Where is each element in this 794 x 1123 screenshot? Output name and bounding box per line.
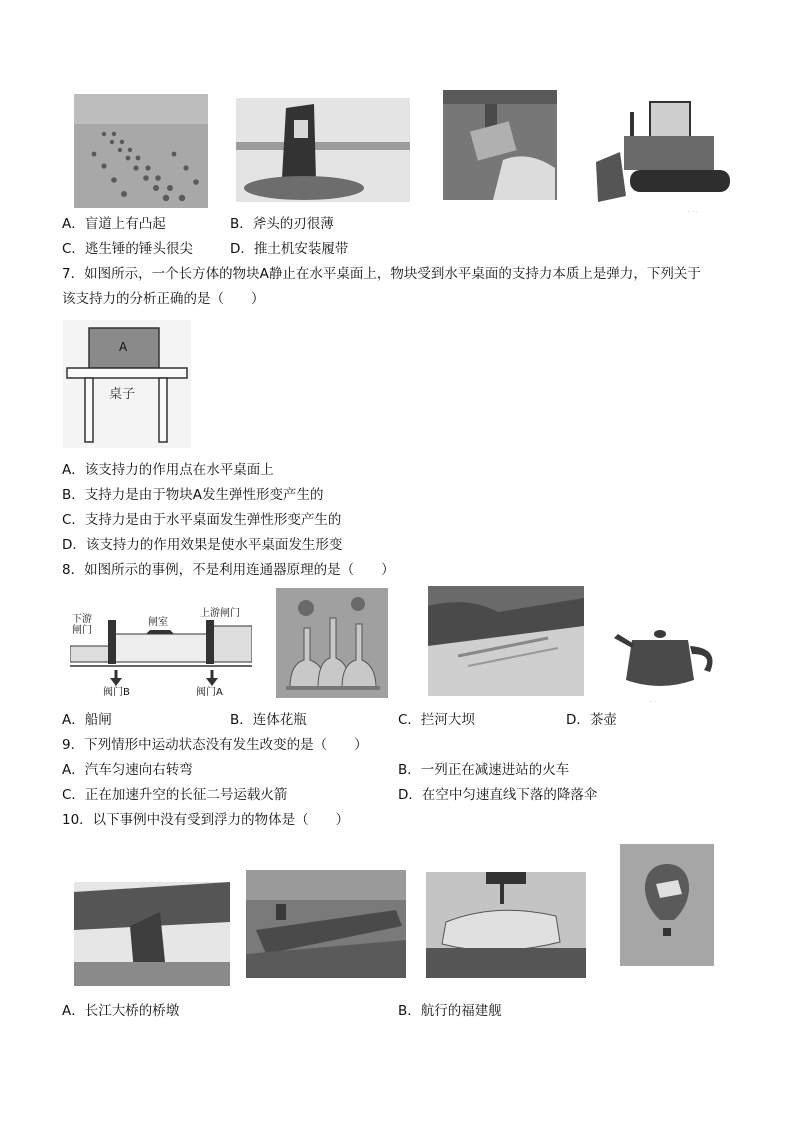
q9-option-a: A．汽车匀速向右转弯 xyxy=(62,762,193,778)
q6-option-a: A．盲道上有凸起 xyxy=(62,216,166,232)
q7-stem-line1: 7．如图所示，一个长方体的物块A静止在水平桌面上，物块受到水平桌面的支持力本质上是弹力，下列关于 xyxy=(62,266,701,282)
q8-option-c: C．拦河大坝 xyxy=(398,712,475,728)
table-label: 桌子 xyxy=(109,387,136,402)
hot-air-balloon-photo xyxy=(620,844,714,966)
bulldozer-photo xyxy=(590,92,732,214)
q8-option-d: D．茶壶 xyxy=(566,712,617,728)
q9-option-b: B．一列正在减速进站的火车 xyxy=(398,762,570,778)
q6-option-b: B．斧头的刃很薄 xyxy=(230,216,334,232)
svg-text:· ·: · · xyxy=(650,699,656,706)
q7-option-b: B．支持力是由于物块A发生弹性形变产生的 xyxy=(62,487,324,503)
q10-option-a: A．长江大桥的桥墩 xyxy=(62,1003,180,1019)
q9-stem: 9．下列情形中运动状态没有发生改变的是（ ） xyxy=(62,737,368,753)
fujian-carrier-photo xyxy=(246,870,406,978)
label-downstream-gate: 下游 闸门 xyxy=(72,614,92,636)
q7-option-d: D．该支持力的作用效果是使水平桌面发生形变 xyxy=(62,537,343,553)
label-valve-b: 阀门B xyxy=(103,687,130,698)
label-valve-a: 阀门A xyxy=(196,687,223,698)
q9-option-c: C．正在加速升空的长征二号运载火箭 xyxy=(62,787,288,803)
label-lock-chamber: 闸室 xyxy=(148,617,168,628)
q8-stem: 8．如图所示的事例，不是利用连通器原理的是（ ） xyxy=(62,562,395,578)
escape-hammer-photo xyxy=(443,90,557,200)
q7-option-a: A．该支持力的作用点在水平桌面上 xyxy=(62,462,274,478)
connected-vases-photo xyxy=(276,588,388,698)
q6-option-d: D．推土机安装履带 xyxy=(230,241,349,257)
q8-option-a: A．船闸 xyxy=(62,712,112,728)
q8-option-b: B．连体花瓶 xyxy=(230,712,307,728)
svg-text:. . .: . . . xyxy=(688,207,698,214)
blind-road-photo xyxy=(74,94,208,208)
q9-option-d: D．在空中匀速直线下落的降落伞 xyxy=(398,787,598,803)
river-dam-photo xyxy=(428,586,584,696)
bridge-pier-photo xyxy=(74,882,230,986)
label-upstream-gate: 上游闸门 xyxy=(200,608,240,619)
block-label: A xyxy=(119,340,128,354)
q7-option-c: C．支持力是由于水平桌面发生弹性形变产生的 xyxy=(62,512,342,528)
q7-stem-line2: 该支持力的分析正确的是（ ） xyxy=(62,291,265,307)
q10-option-b: B．航行的福建舰 xyxy=(398,1003,502,1019)
axe-photo xyxy=(236,98,410,202)
q10-stem: 10．以下事例中没有受到浮力的物体是（ ） xyxy=(62,812,350,828)
q6-option-c: C．逃生锤的锤头很尖 xyxy=(62,241,193,257)
teapot-photo xyxy=(610,620,726,706)
submarine-photo xyxy=(426,872,586,978)
